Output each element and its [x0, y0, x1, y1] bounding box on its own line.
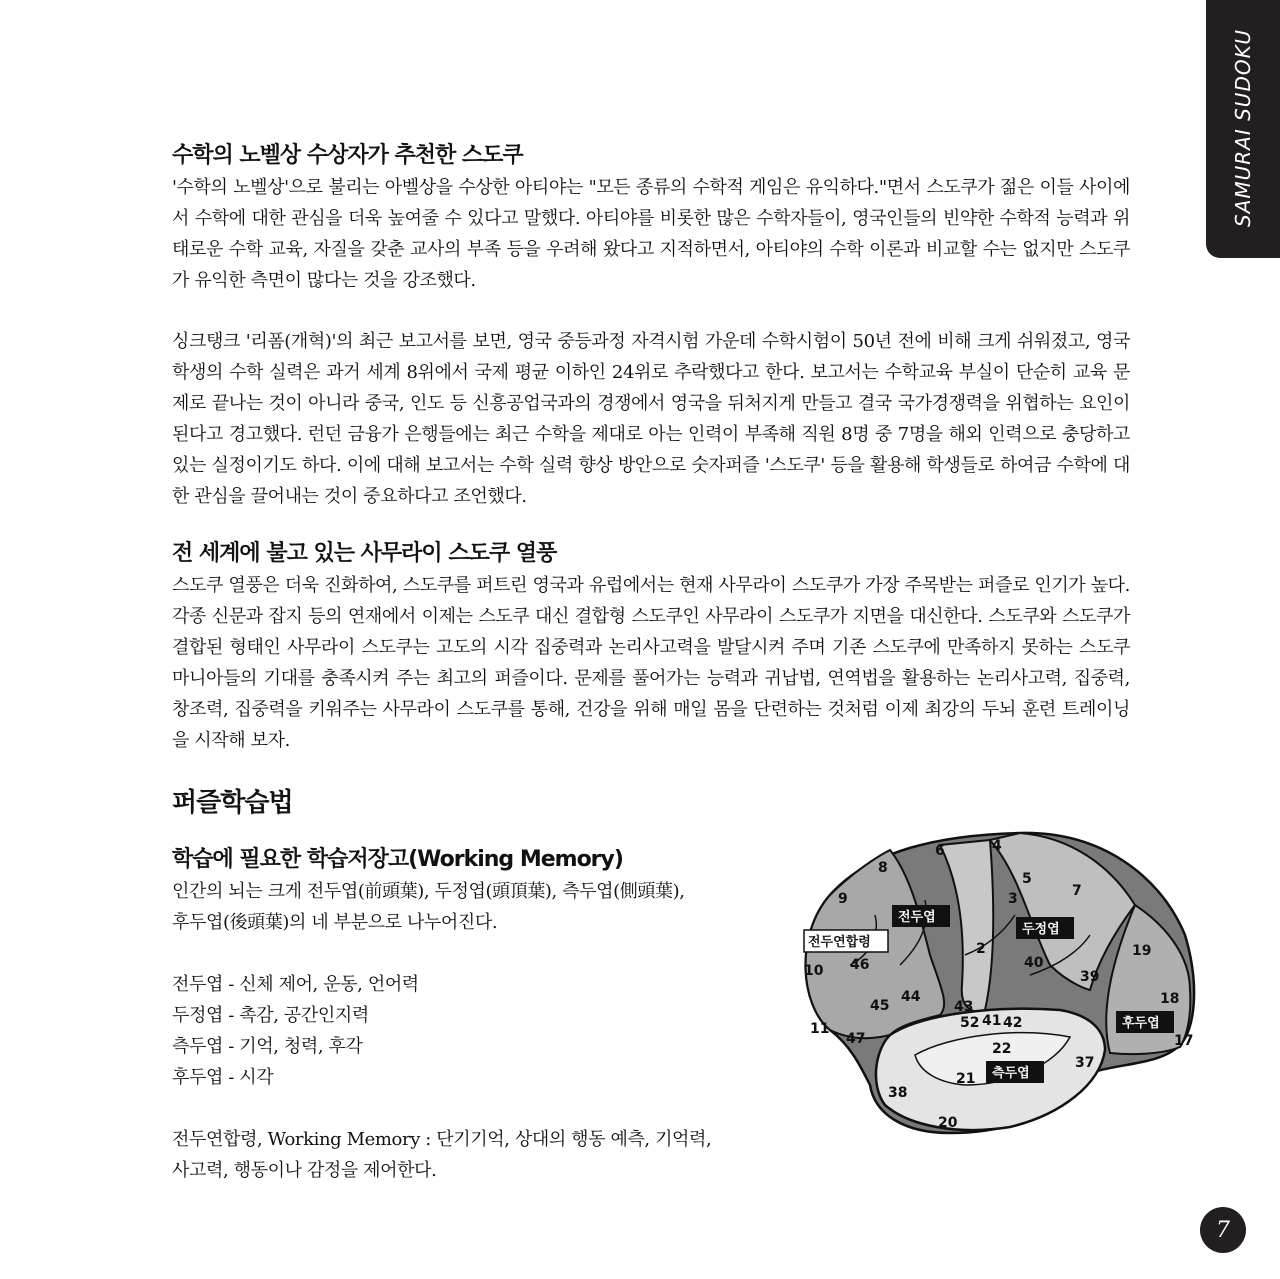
- area-label: 6: [935, 843, 945, 859]
- occipital-lobe-label: 후두엽: [1122, 1016, 1160, 1031]
- lobe-item: 전두엽 - 신체 제어, 운동, 언어력: [172, 974, 419, 995]
- temporal-lobe-label: 측두엽: [992, 1066, 1030, 1081]
- wm-line: 전두연합령, Working Memory : 단기기억, 상대의 행동 예측, 기억력,: [172, 1129, 712, 1150]
- section-reform: [172, 326, 1130, 512]
- area-label: 42: [1003, 1015, 1023, 1031]
- section-heading: 학습에 필요한 학습저장고(Working Memory): [172, 847, 623, 872]
- area-label: 43: [954, 999, 974, 1015]
- section-working-memory: [172, 844, 772, 1186]
- area-label: 17: [1174, 1033, 1194, 1049]
- intro-line: 후두엽(後頭葉)의 네 부분으로 나누어진다.: [172, 912, 498, 933]
- lobe-item: 후두엽 - 시각: [172, 1067, 274, 1088]
- area-label: 19: [1132, 943, 1152, 959]
- area-label: 7: [1072, 883, 1082, 899]
- area-label: 8: [878, 860, 888, 876]
- area-label: 38: [888, 1085, 908, 1101]
- frontal-lobe-label: 전두엽: [898, 910, 936, 925]
- section-heading: 전 세계에 불고 있는 사무라이 스도쿠 열풍: [172, 541, 557, 566]
- section-heading: 수학의 노벨상 수상자가 추천한 스도쿠: [172, 143, 523, 168]
- area-label: 11: [810, 1021, 830, 1037]
- side-tab: [1206, 0, 1280, 258]
- area-label: 40: [1024, 955, 1044, 971]
- area-label: 46: [850, 957, 870, 973]
- area-label: 20: [938, 1115, 958, 1131]
- area-label: 22: [992, 1041, 1012, 1057]
- section-samurai: [172, 538, 1130, 756]
- page-number: 7: [1200, 1207, 1246, 1253]
- area-label: 52: [960, 1015, 980, 1031]
- area-label: 39: [1080, 969, 1100, 985]
- area-label: 5: [1022, 871, 1032, 887]
- area-label: 2: [976, 941, 986, 957]
- side-tab-title: SAMURAI SUDOKU: [1231, 29, 1255, 227]
- area-label: 21: [956, 1071, 976, 1087]
- area-label: 47: [846, 1031, 866, 1047]
- area-label: 3: [1008, 891, 1018, 907]
- intro-line: 인간의 뇌는 크게 전두엽(前頭葉), 두정엽(頭頂葉), 측두엽(側頭葉),: [172, 881, 685, 902]
- area-label: 4: [992, 838, 1002, 854]
- lobe-item: 두정엽 - 촉감, 공간인지력: [172, 1005, 369, 1026]
- prefrontal-label: 전두연합령: [808, 935, 871, 950]
- area-label: 45: [870, 998, 890, 1014]
- section-nobel: [172, 140, 1130, 296]
- section-paragraph: '수학의 노벨상'으로 불리는 아벨상을 수상한 아티야는 "모든 종류의 수학적 게임은 유익하다."면서 스도쿠가 젊은 이들 사이에서 수학에 대한 관심을 더욱 높여줄 수 있다고 말했다. 아티야를 비롯한 많은 수학자들이, 영국인들의 빈약한 수학적 능력과 위태로운 수학 교육, 자질을 갖춘 교사의 부족 등을 우려해 왔다고 지적하면서, 아티야의 수학 이론과 비교할 수는 없지만 스도쿠가 유익한 측면이 많다는 것을 강조했다.: [172, 177, 1130, 291]
- area-label: 10: [804, 963, 824, 979]
- brain-diagram: [790, 815, 1200, 1145]
- parietal-lobe-label: 두정엽: [1022, 922, 1060, 937]
- area-label: 37: [1075, 1055, 1095, 1071]
- area-label: 9: [838, 891, 848, 907]
- section-paragraph: 싱크탱크 '리폼(개혁)'의 최근 보고서를 보면, 영국 중등과정 자격시험 가운데 수학시험이 50년 전에 비해 크게 쉬워졌고, 영국 학생의 수학 실력은 과거 세계 8위에서 국제 평균 이하인 24위로 추락했다고 한다. 보고서는 수학교육 부실이 단순히 교육 문제로 끝나는 것이 아니라 중국, 인도 등 신흥공업국과의 경쟁에서 영국을 뒤처지게 만들고 결국 국가경쟁력을 위협하는 요인이 된다고 경고했다. 런던 금융가 은행들에는 최근 수학을 제대로 아는 인력이 부족해 직원 8명 중 7명을 해외 인력으로 충당하고 있는 실정이기도 하다. 이에 대해 보고서는 수학 실력 향상 방안으로 숫자퍼즐 '스도쿠' 등을 활용해 학생들로 하여금 수학에 대한 관심을 끌어내는 것이 중요하다고 조언했다.: [172, 331, 1130, 507]
- area-label: 18: [1160, 991, 1180, 1007]
- area-label: 44: [901, 989, 921, 1005]
- main-heading: 퍼즐학습법: [172, 788, 293, 818]
- lobe-item: 측두엽 - 기억, 청력, 후각: [172, 1036, 363, 1057]
- area-label: 41: [982, 1013, 1002, 1029]
- wm-line: 사고력, 행동이나 감정을 제어한다.: [172, 1160, 437, 1181]
- section-paragraph: 스도쿠 열풍은 더욱 진화하여, 스도쿠를 퍼트린 영국과 유럽에서는 현재 사무라이 스도쿠가 가장 주목받는 퍼즐로 인기가 높다. 각종 신문과 잡지 등의 연재에서 이제는 스도쿠 대신 결합형 스도쿠인 사무라이 스도쿠가 지면을 대신한다. 스도쿠와 스도쿠가 결합된 형태인 사무라이 스도쿠는 고도의 시각 집중력과 논리사고력을 발달시켜 주며 기존 스도쿠에 만족하지 못하는 스도쿠 마니아들의 기대를 충족시켜 주는 최고의 퍼즐이다. 문제를 풀어가는 능력과 귀납법, 연역법을 활용하는 논리사고력, 집중력, 창조력, 집중력을 키워주는 사무라이 스도쿠를 통해, 건강을 위해 매일 몸을 단련하는 것처럼 이제 최강의 두뇌 훈련 트레이닝을 시작해 보자.: [172, 575, 1130, 751]
